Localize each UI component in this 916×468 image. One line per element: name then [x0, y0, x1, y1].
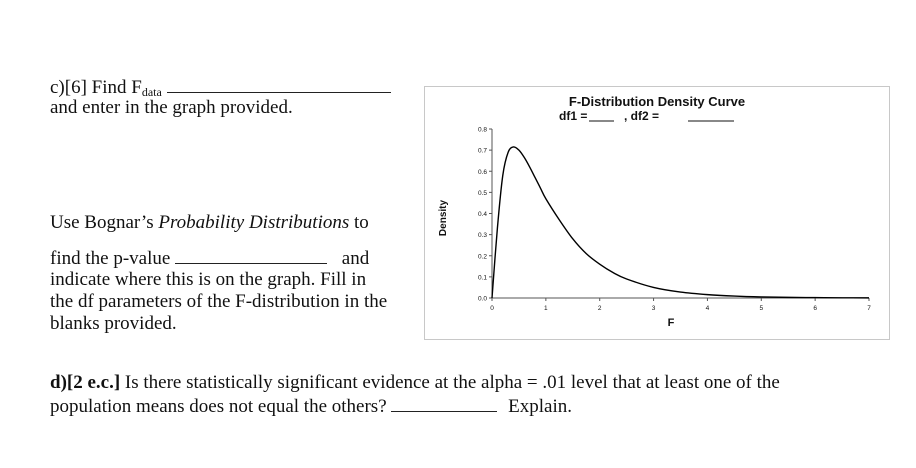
x-tick-label: 6 [813, 305, 817, 312]
part-c-line6: the df parameters of the F-distribution in the [50, 291, 388, 312]
part-c-line5: indicate where this is on the graph. Fill in [50, 269, 367, 290]
part-d-label: d)[2 e.c.] [50, 372, 121, 393]
f-data-answer-blank[interactable] [167, 76, 391, 93]
part-c-line7: blanks provided. [50, 313, 177, 334]
y-tick-label: 0.8 [477, 126, 487, 134]
y-axis-label: Density [438, 199, 449, 237]
part-d-question: Is there statistically significant evidence at the alpha = .01 level that at least one of the [120, 372, 780, 393]
part-c-line3-post: to [349, 212, 369, 233]
y-tick-label: 0.4 [477, 211, 487, 218]
x-tick-label: 1 [544, 305, 548, 312]
y-tick-label: 0.6 [477, 168, 487, 176]
x-tick-label: 0 [490, 305, 494, 312]
part-d-line2 [50, 395, 572, 418]
part-c-line3 [50, 212, 369, 234]
x-tick-label: 2 [597, 305, 602, 312]
part-c-line3-pre: Use Bognar’s [50, 212, 159, 233]
part-c-line4-pre: find the p-value [50, 248, 171, 269]
part-c-subscript: data [141, 85, 162, 99]
df1-label: df1 = [559, 109, 588, 123]
book-title: Probability Distributions [158, 212, 350, 233]
f-distribution-chart[interactable] [424, 86, 890, 340]
part-c-line2: and enter in the graph provided. [50, 97, 293, 118]
y-tick-label: 0.1 [477, 274, 487, 282]
x-tick-label: 4 [705, 305, 710, 312]
x-tick-label: 7 [867, 305, 871, 312]
part-c-line4-post: and [341, 248, 370, 269]
part-c-label: c)[6] Find F [50, 77, 142, 98]
part-d-line1 [50, 372, 780, 394]
x-axis-label: F [667, 317, 675, 329]
chart-title: F-Distribution Density Curve [568, 94, 746, 109]
y-tick-label: 0.0 [477, 295, 487, 303]
y-tick-label: 0.2 [477, 253, 487, 261]
part-d-explain: Explain. [508, 396, 572, 417]
x-tick-label: 3 [651, 305, 656, 312]
df2-label: , df2 = [624, 109, 660, 123]
p-value-answer-blank[interactable] [175, 247, 327, 264]
part-c-line4 [50, 247, 369, 270]
chart-frame [425, 87, 890, 340]
x-tick-label: 5 [759, 305, 764, 312]
y-tick-label: 0.7 [477, 147, 487, 155]
y-tick-label: 0.3 [477, 232, 487, 240]
significance-answer-blank[interactable] [391, 395, 497, 412]
y-tick-label: 0.5 [477, 189, 487, 197]
part-d-line2-pre: population means does not equal the others? [50, 396, 387, 417]
